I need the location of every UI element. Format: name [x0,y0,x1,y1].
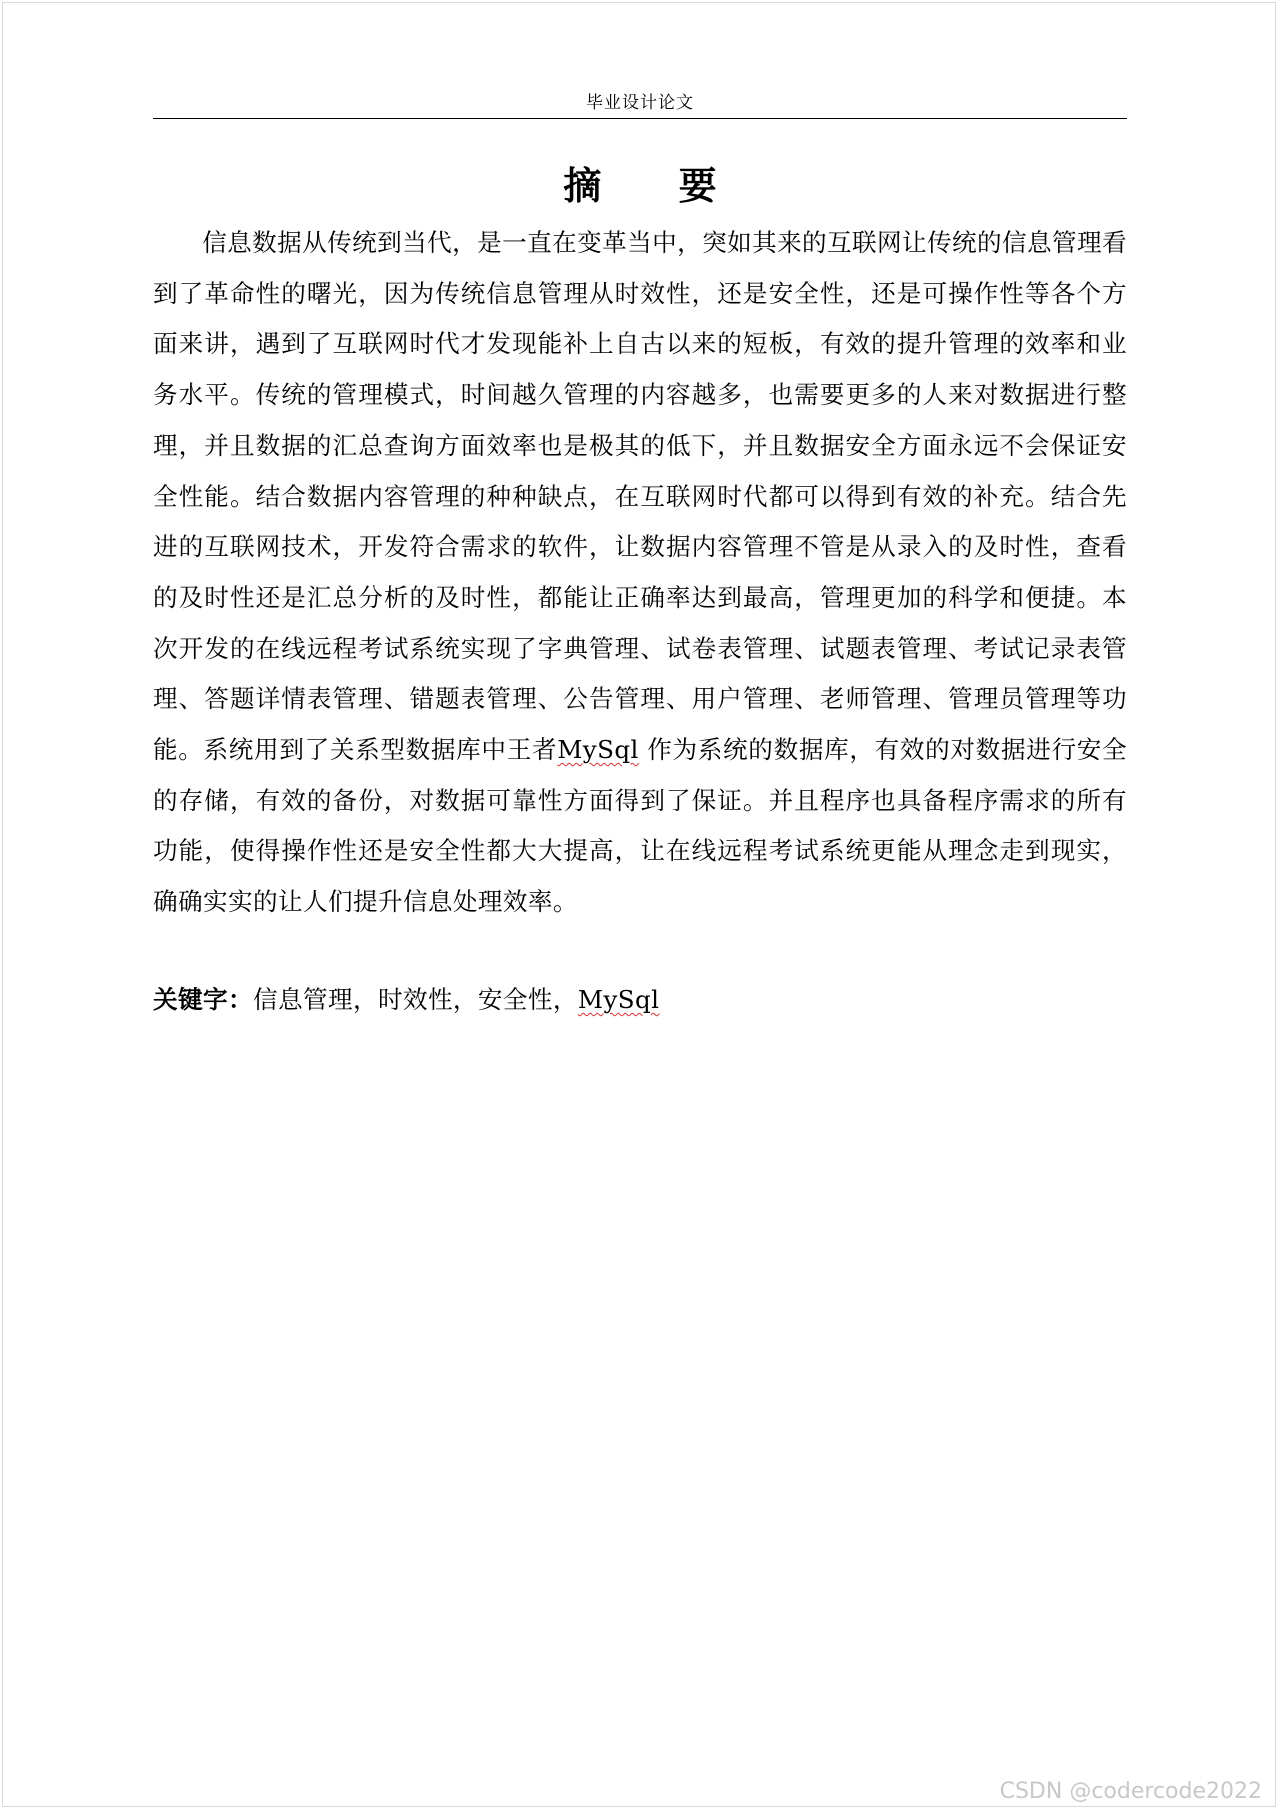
abstract-text-part1: 信息数据从传统到当代，是一直在变革当中，突如其来的互联网让传统的信息管理看到了革命性的曙光，因为传统信息管理从时效性，还是安全性，还是可操作性等各个方面来讲，遇到了互联网时代才发现能补上自古以来的短板，有效的提升管理的效率和业务水平。传统的管理模式，时间越久管理的内容越多，也需要更多的人来对数据进行整理，并且数据的汇总查询方面效率也是极其的低下，并且数据安全方面永远不会保证安全性能。结合数据内容管理的种种缺点，在互联网时代都可以得到有效的补充。结合先进的互联网技术，开发符合需求的软件，让数据内容管理不管是从录入的及时性，查看的及时性还是汇总分析的及时性，都能让正确率达到最高，管理更加的科学和便捷。本次开发的在线远程考试系统实现了字典管理、试卷表管理、试题表管理、考试记录表管理、答题详情表管理、错题表管理、公告管理、用户管理、老师管理、管理员管理等功能。系统用到了关系型数据库中王者 [153,228,1127,765]
keywords-term: MySql [577,985,660,1014]
abstract-body [153,218,1127,928]
abstract-title: 摘 要 [563,163,749,208]
spellcheck-term: MySql [557,735,639,765]
page-header [153,88,1127,119]
keywords-label: 关键字： [153,985,253,1014]
keywords-text: 信息管理，时效性，安全性， [252,985,578,1014]
watermark: CSDN @codercode2022 [999,1779,1262,1804]
abstract-text-part2: 作为系统的数据库，有效的对数据进行安全的存储，有效的备份，对数据可靠性方面得到了保证。并且程序也具备程序需求的所有功能，使得操作性还是安全性都大大提高，让在线远程考试系统更能从理念走到现实，确确实实的让人们提升信息处理效率。 [153,735,1127,917]
keywords-line [153,975,1127,1025]
header-text: 毕业设计论文 [586,93,694,113]
